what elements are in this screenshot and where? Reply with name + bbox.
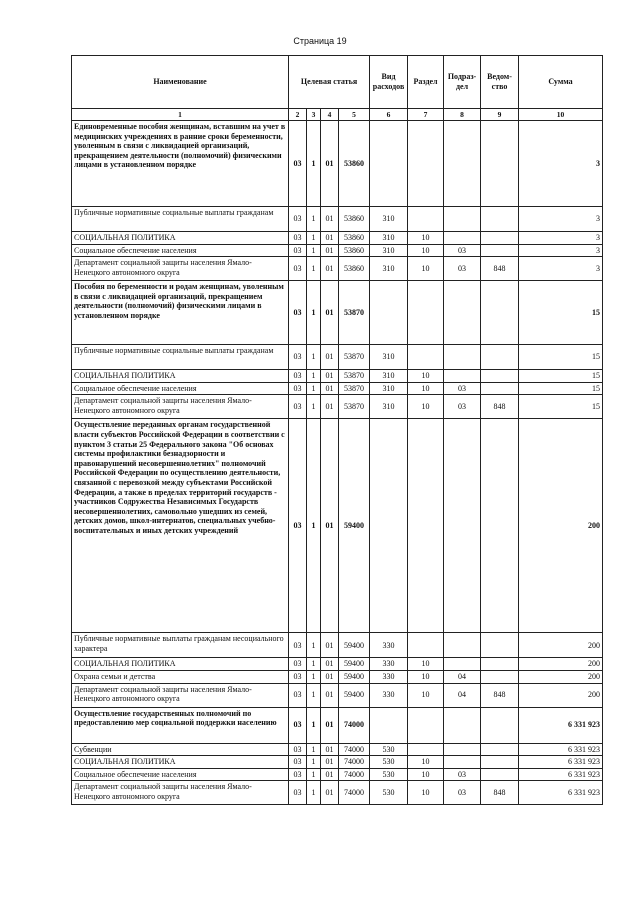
section-code (408, 207, 444, 232)
subsection-code: 03 (444, 781, 481, 805)
target-code-subprogram: 1 (307, 419, 321, 633)
target-code-program: 03 (289, 743, 307, 756)
row-sum: 3 (519, 121, 603, 207)
header-sum: Сумма (519, 56, 603, 109)
expense-type-code: 310 (370, 207, 408, 232)
subsection-code (444, 121, 481, 207)
row-sum: 6 331 923 (519, 768, 603, 781)
section-code: 10 (408, 382, 444, 395)
target-code-item: 53860 (339, 207, 370, 232)
subsection-code: 04 (444, 683, 481, 707)
target-code-subprogram: 1 (307, 257, 321, 281)
column-number: 1 (72, 109, 289, 121)
target-code-direction: 01 (321, 419, 339, 633)
table-row (72, 345, 603, 370)
department-code (481, 633, 519, 658)
row-sum: 6 331 923 (519, 743, 603, 756)
table-row (72, 670, 603, 683)
target-code-item: 59400 (339, 633, 370, 658)
subsection-code (444, 658, 481, 671)
target-code-direction: 01 (321, 781, 339, 805)
section-code: 10 (408, 257, 444, 281)
target-code-item: 53860 (339, 232, 370, 245)
row-sum: 15 (519, 382, 603, 395)
section-code: 10 (408, 232, 444, 245)
row-sum: 6 331 923 (519, 756, 603, 769)
table-row (72, 232, 603, 245)
column-number: 10 (519, 109, 603, 121)
target-code-direction: 01 (321, 370, 339, 383)
target-code-subprogram: 1 (307, 768, 321, 781)
expense-type-code: 530 (370, 768, 408, 781)
table-row (72, 683, 603, 707)
header-name: Наименование (72, 56, 289, 109)
target-code-item: 53870 (339, 281, 370, 345)
department-code (481, 670, 519, 683)
target-code-subprogram: 1 (307, 633, 321, 658)
row-name: Департамент социальной защиты населения Ямало-Ненецкого автономного округа (72, 257, 289, 281)
target-code-direction: 01 (321, 257, 339, 281)
target-code-item: 53870 (339, 382, 370, 395)
row-sum: 200 (519, 658, 603, 671)
row-name: Пособия по беременности и родам женщинам, уволенным в связи с ликвидацией организаций, прекращением деятельности (полномочий) физическими лицами в установленном порядке (72, 281, 289, 345)
row-sum: 3 (519, 244, 603, 257)
department-code (481, 768, 519, 781)
row-sum: 15 (519, 395, 603, 419)
table-row (72, 121, 603, 207)
section-code (408, 419, 444, 633)
target-code-subprogram: 1 (307, 370, 321, 383)
section-code: 10 (408, 768, 444, 781)
subsection-code: 03 (444, 395, 481, 419)
row-sum: 200 (519, 670, 603, 683)
subsection-code (444, 207, 481, 232)
target-code-item: 59400 (339, 658, 370, 671)
target-code-program: 03 (289, 633, 307, 658)
target-code-subprogram: 1 (307, 781, 321, 805)
row-name: Социальное обеспечение населения (72, 382, 289, 395)
expense-type-code: 330 (370, 633, 408, 658)
target-code-program: 03 (289, 419, 307, 633)
department-code: 848 (481, 395, 519, 419)
department-code (481, 281, 519, 345)
section-code: 10 (408, 244, 444, 257)
column-number: 9 (481, 109, 519, 121)
row-name: Субвенции (72, 743, 289, 756)
subsection-code: 04 (444, 670, 481, 683)
target-code-direction: 01 (321, 281, 339, 345)
column-number: 8 (444, 109, 481, 121)
section-code: 10 (408, 756, 444, 769)
expense-type-code: 310 (370, 345, 408, 370)
expense-type-code: 310 (370, 395, 408, 419)
target-code-direction: 01 (321, 756, 339, 769)
expense-type-code: 310 (370, 244, 408, 257)
target-code-program: 03 (289, 395, 307, 419)
table-row (72, 257, 603, 281)
target-code-direction: 01 (321, 345, 339, 370)
row-sum: 200 (519, 683, 603, 707)
target-code-direction: 01 (321, 232, 339, 245)
expense-type-code: 330 (370, 670, 408, 683)
section-code (408, 121, 444, 207)
subsection-code: 03 (444, 244, 481, 257)
row-sum: 3 (519, 232, 603, 245)
table-row (72, 658, 603, 671)
subsection-code: 03 (444, 257, 481, 281)
row-sum: 6 331 923 (519, 707, 603, 743)
row-sum: 15 (519, 345, 603, 370)
target-code-subprogram: 1 (307, 658, 321, 671)
target-code-item: 53870 (339, 345, 370, 370)
table-row (72, 743, 603, 756)
department-code: 848 (481, 781, 519, 805)
department-code (481, 707, 519, 743)
table-body (72, 121, 603, 805)
subsection-code (444, 707, 481, 743)
section-code: 10 (408, 395, 444, 419)
target-code-direction: 01 (321, 658, 339, 671)
row-sum: 6 331 923 (519, 781, 603, 805)
row-name: Осуществление переданных органам государственной власти субъектов Российской Федерации в соответствии с пунктом 3 статьи 25 Федерального закона "Об основах системы профилактики безнадзорности и правонарушений несовершеннолетних" полномочий Российской Федерации по осуществлению деятельности, связанной с перевозкой между субъектами Российской Федерации, а также в пределах территорий государств - участников Содружества Независимых Государств несовершеннолетних, самовольно ушедших из семей, детских домов, школ-интернатов, специальных учебно-воспитательных и иных детских учреждений (72, 419, 289, 633)
target-code-item: 53870 (339, 395, 370, 419)
column-number: 3 (307, 109, 321, 121)
department-code (481, 370, 519, 383)
target-code-item: 74000 (339, 743, 370, 756)
target-code-subprogram: 1 (307, 756, 321, 769)
department-code: 848 (481, 257, 519, 281)
table-row (72, 395, 603, 419)
target-code-program: 03 (289, 382, 307, 395)
expense-type-code: 310 (370, 382, 408, 395)
header-row (72, 56, 603, 109)
row-sum: 3 (519, 257, 603, 281)
expense-type-code: 310 (370, 370, 408, 383)
target-code-program: 03 (289, 345, 307, 370)
target-code-direction: 01 (321, 244, 339, 257)
row-sum: 200 (519, 419, 603, 633)
target-code-subprogram: 1 (307, 670, 321, 683)
table-row (72, 244, 603, 257)
target-code-subprogram: 1 (307, 345, 321, 370)
row-name: Публичные нормативные социальные выплаты гражданам (72, 207, 289, 232)
expense-type-code: 330 (370, 658, 408, 671)
table-row (72, 768, 603, 781)
subsection-code (444, 345, 481, 370)
section-code (408, 345, 444, 370)
target-code-subprogram: 1 (307, 121, 321, 207)
target-code-direction: 01 (321, 382, 339, 395)
row-name: СОЦИАЛЬНАЯ ПОЛИТИКА (72, 756, 289, 769)
row-name: Осуществление государственных полномочий по предоставлению мер социальной поддержки населению (72, 707, 289, 743)
target-code-direction: 01 (321, 207, 339, 232)
department-code (481, 121, 519, 207)
table-row (72, 781, 603, 805)
target-code-item: 59400 (339, 419, 370, 633)
target-code-program: 03 (289, 244, 307, 257)
column-number: 7 (408, 109, 444, 121)
target-code-subprogram: 1 (307, 683, 321, 707)
budget-table (71, 55, 603, 805)
target-code-item: 74000 (339, 768, 370, 781)
expense-type-code (370, 419, 408, 633)
department-code (481, 756, 519, 769)
row-sum: 3 (519, 207, 603, 232)
row-sum: 15 (519, 370, 603, 383)
section-code (408, 743, 444, 756)
subsection-code (444, 419, 481, 633)
subsection-code (444, 633, 481, 658)
target-code-item: 59400 (339, 670, 370, 683)
table-row (72, 419, 603, 633)
target-code-program: 03 (289, 121, 307, 207)
target-code-direction: 01 (321, 743, 339, 756)
column-number: 6 (370, 109, 408, 121)
table-row (72, 707, 603, 743)
target-code-program: 03 (289, 257, 307, 281)
target-code-direction: 01 (321, 707, 339, 743)
section-code: 10 (408, 670, 444, 683)
target-code-program: 03 (289, 756, 307, 769)
target-code-program: 03 (289, 658, 307, 671)
target-code-direction: 01 (321, 670, 339, 683)
section-code (408, 633, 444, 658)
subsection-code (444, 281, 481, 345)
target-code-item: 53870 (339, 370, 370, 383)
target-code-direction: 01 (321, 633, 339, 658)
target-code-program: 03 (289, 207, 307, 232)
row-name: Департамент социальной защиты населения Ямало-Ненецкого автономного округа (72, 781, 289, 805)
table-row (72, 633, 603, 658)
header-department: Ведом-ство (481, 56, 519, 109)
target-code-program: 03 (289, 232, 307, 245)
department-code: 848 (481, 683, 519, 707)
target-code-item: 74000 (339, 707, 370, 743)
column-number: 5 (339, 109, 370, 121)
row-name: СОЦИАЛЬНАЯ ПОЛИТИКА (72, 658, 289, 671)
target-code-program: 03 (289, 768, 307, 781)
target-code-item: 53860 (339, 244, 370, 257)
expense-type-code: 530 (370, 756, 408, 769)
column-number: 2 (289, 109, 307, 121)
row-name: СОЦИАЛЬНАЯ ПОЛИТИКА (72, 232, 289, 245)
subsection-code (444, 756, 481, 769)
subsection-code: 03 (444, 768, 481, 781)
section-code (408, 281, 444, 345)
table-row (72, 281, 603, 345)
target-code-subprogram: 1 (307, 743, 321, 756)
target-code-program: 03 (289, 370, 307, 383)
row-name: Департамент социальной защиты населения Ямало-Ненецкого автономного округа (72, 683, 289, 707)
section-code: 10 (408, 683, 444, 707)
department-code (481, 244, 519, 257)
header-target-article: Целевая статья (289, 56, 370, 109)
target-code-subprogram: 1 (307, 244, 321, 257)
section-code (408, 707, 444, 743)
target-code-subprogram: 1 (307, 232, 321, 245)
table-row (72, 756, 603, 769)
department-code (481, 658, 519, 671)
expense-type-code: 530 (370, 743, 408, 756)
column-number-row (72, 109, 603, 121)
row-name: СОЦИАЛЬНАЯ ПОЛИТИКА (72, 370, 289, 383)
target-code-item: 74000 (339, 781, 370, 805)
expense-type-code: 310 (370, 257, 408, 281)
expense-type-code (370, 121, 408, 207)
expense-type-code (370, 707, 408, 743)
row-name: Департамент социальной защиты населения Ямало-Ненецкого автономного округа (72, 395, 289, 419)
header-subsection: Подраз-дел (444, 56, 481, 109)
subsection-code: 03 (444, 382, 481, 395)
department-code (481, 345, 519, 370)
expense-type-code: 310 (370, 232, 408, 245)
table-row (72, 382, 603, 395)
department-code (481, 232, 519, 245)
row-name: Социальное обеспечение населения (72, 768, 289, 781)
department-code (481, 419, 519, 633)
row-name: Социальное обеспечение населения (72, 244, 289, 257)
target-code-subprogram: 1 (307, 207, 321, 232)
subsection-code (444, 370, 481, 383)
target-code-program: 03 (289, 670, 307, 683)
target-code-subprogram: 1 (307, 395, 321, 419)
target-code-direction: 01 (321, 683, 339, 707)
expense-type-code: 530 (370, 781, 408, 805)
row-sum: 15 (519, 281, 603, 345)
row-name: Публичные нормативные социальные выплаты гражданам (72, 345, 289, 370)
section-code: 10 (408, 370, 444, 383)
target-code-direction: 01 (321, 121, 339, 207)
expense-type-code: 330 (370, 683, 408, 707)
subsection-code (444, 743, 481, 756)
target-code-item: 74000 (339, 756, 370, 769)
subsection-code (444, 232, 481, 245)
row-name: Публичные нормативные выплаты гражданам несоциального характера (72, 633, 289, 658)
section-code: 10 (408, 781, 444, 805)
target-code-program: 03 (289, 707, 307, 743)
target-code-item: 53860 (339, 257, 370, 281)
header-section: Раздел (408, 56, 444, 109)
row-sum: 200 (519, 633, 603, 658)
department-code (481, 743, 519, 756)
page-number-label: Страница 19 (293, 36, 347, 46)
section-code: 10 (408, 658, 444, 671)
table-row (72, 370, 603, 383)
table-row (72, 207, 603, 232)
header-expense-type: Вид расходов (370, 56, 408, 109)
target-code-subprogram: 1 (307, 281, 321, 345)
target-code-direction: 01 (321, 395, 339, 419)
target-code-program: 03 (289, 781, 307, 805)
department-code (481, 382, 519, 395)
column-number: 4 (321, 109, 339, 121)
target-code-item: 59400 (339, 683, 370, 707)
target-code-program: 03 (289, 683, 307, 707)
expense-type-code (370, 281, 408, 345)
target-code-direction: 01 (321, 768, 339, 781)
target-code-subprogram: 1 (307, 382, 321, 395)
target-code-item: 53860 (339, 121, 370, 207)
row-name: Единовременные пособия женщинам, вставшим на учет в медицинских учреждениях в ранние сроки беременности, уволенным в связи с ликвидацией организаций, прекращением деятельности (полномочий) физическими лицами в установленном порядке (72, 121, 289, 207)
row-name: Охрана семьи и детства (72, 670, 289, 683)
target-code-subprogram: 1 (307, 707, 321, 743)
department-code (481, 207, 519, 232)
target-code-program: 03 (289, 281, 307, 345)
